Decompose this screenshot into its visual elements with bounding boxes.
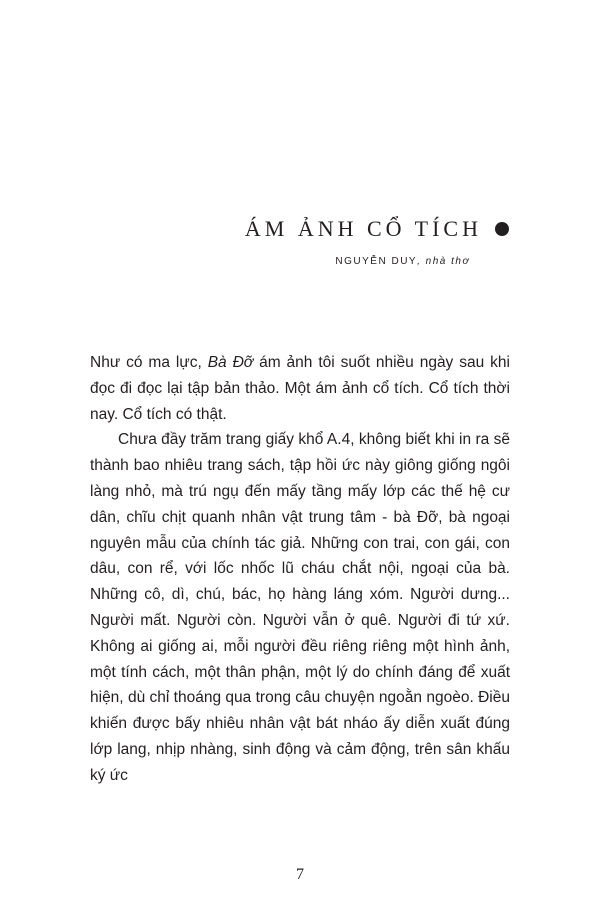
chapter-author	[335, 255, 470, 269]
book-title-emphasis: Bà Đỡ	[207, 354, 254, 371]
chapter-title-row	[0, 214, 600, 244]
author-role: , nhà thơ	[417, 256, 470, 267]
paragraph-text: Như có ma lực,	[90, 354, 208, 371]
bullet-dot-icon	[495, 222, 509, 236]
page-number: 7	[296, 866, 304, 883]
paragraph	[90, 350, 510, 427]
chapter-title: ÁM ẢNH CỔ TÍCH	[244, 216, 482, 241]
author-name: NGUYỄN DUY	[335, 256, 418, 267]
paragraph: Chưa đầy trăm trang giấy khổ A.4, không biết khi in ra sẽ thành bao nhiêu trang sách, tập hồi ức này giông giống ngôi làng nhỏ, mà trú ngụ đến mấy tầng mấy lớp các thế hệ cư dân, chĩu chịt quanh nhân vật trung tâm - bà Đỡ, bà ngoại nguyên mẫu của chính tác giả. Những con trai, con gái, con dâu, con rể, với lốc nhốc lũ cháu chắt nội, ngoại của bà. Những cô, dì, chú, bác, họ hàng láng xóm. Người dưng... Người mất. Người còn. Người vẫn ở quê. Người đi tứ xứ. Không ai giống ai, mỗi người đều riêng riêng một hình ảnh, một tính cách, một thân phận, một lý do chính đáng để xuất hiện, dù chỉ thoáng qua trong câu chuyện ngoằn ngoèo. Điều khiến được bấy nhiêu nhân vật bát nháo ấy diễn xuất đúng lớp lang, nhịp nhàng, sinh động và cảm động, trên sân khấu ký ức	[90, 431, 510, 784]
paragraph-text: ám ảnh tôi suốt nhiều ngày sau khi đọc đi đọc lại tập bản thảo. Một ám ảnh cổ tích. Cổ tích thời nay. Cổ tích có thật.	[90, 354, 510, 423]
body-text	[90, 350, 510, 789]
